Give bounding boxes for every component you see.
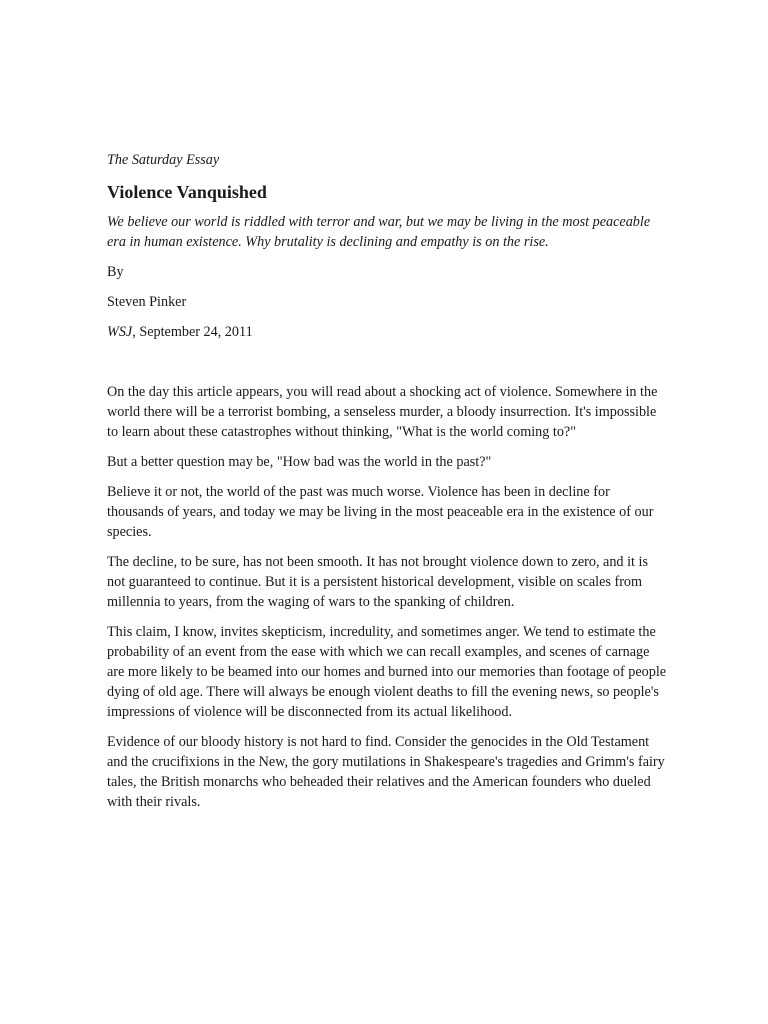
body-paragraph: This claim, I know, invites skepticism, incredulity, and sometimes anger. We tend to estimate the probability of an event from the ease with which we can recall examples, and scenes of carnage are more likely to be beamed into our homes and burned into our memories than footage of people dying of old age. There will always be enough violent deaths to fill the evening news, so people's impressions of violence will be disconnected from its actual likelihood. (107, 624, 667, 720)
headline: Violence Vanquished (107, 182, 267, 202)
publication-date: , September 24, 2011 (132, 324, 253, 340)
body-paragraph: Believe it or not, the world of the past was much worse. Violence has been in decline for thousands of years, and today we may be living in the most peaceable era in the existence of our species. (107, 484, 654, 540)
article-body (107, 382, 667, 812)
section-label: The Saturday Essay (107, 152, 220, 168)
dateline (107, 322, 667, 342)
body-paragraph: Evidence of our bloody history is not hard to find. Consider the genocides in the Old Testament and the crucifixions in the New, the gory mutilations in Shakespeare's tragedies and Grimm's fairy tales, the British monarchs who beheaded their relatives and the American founders who dueled with their rivals. (107, 734, 665, 810)
body-paragraph: On the day this article appears, you will read about a shocking act of violence. Somewhere in the world there will be a terrorist bombing, a senseless murder, a bloody insurrection. It's impossible to learn about these catastrophes without thinking, "What is the world coming to?" (107, 384, 658, 440)
body-paragraph: The decline, to be sure, has not been smooth. It has not brought violence down to zero, and it is not guaranteed to continue. But it is a persistent historical development, visible on scales from millennia to years, from the waging of wars to the spanking of children. (107, 554, 648, 610)
publication-name: WSJ (107, 324, 133, 340)
body-paragraph: But a better question may be, "How bad was the world in the past?" (107, 454, 492, 470)
author-name: Steven Pinker (107, 294, 187, 310)
byline-prefix: By (107, 264, 124, 280)
dek: We believe our world is riddled with terror and war, but we may be living in the most peaceable era in human existence. Why brutality is declining and empathy is on the rise. (107, 214, 651, 250)
article (107, 150, 667, 822)
